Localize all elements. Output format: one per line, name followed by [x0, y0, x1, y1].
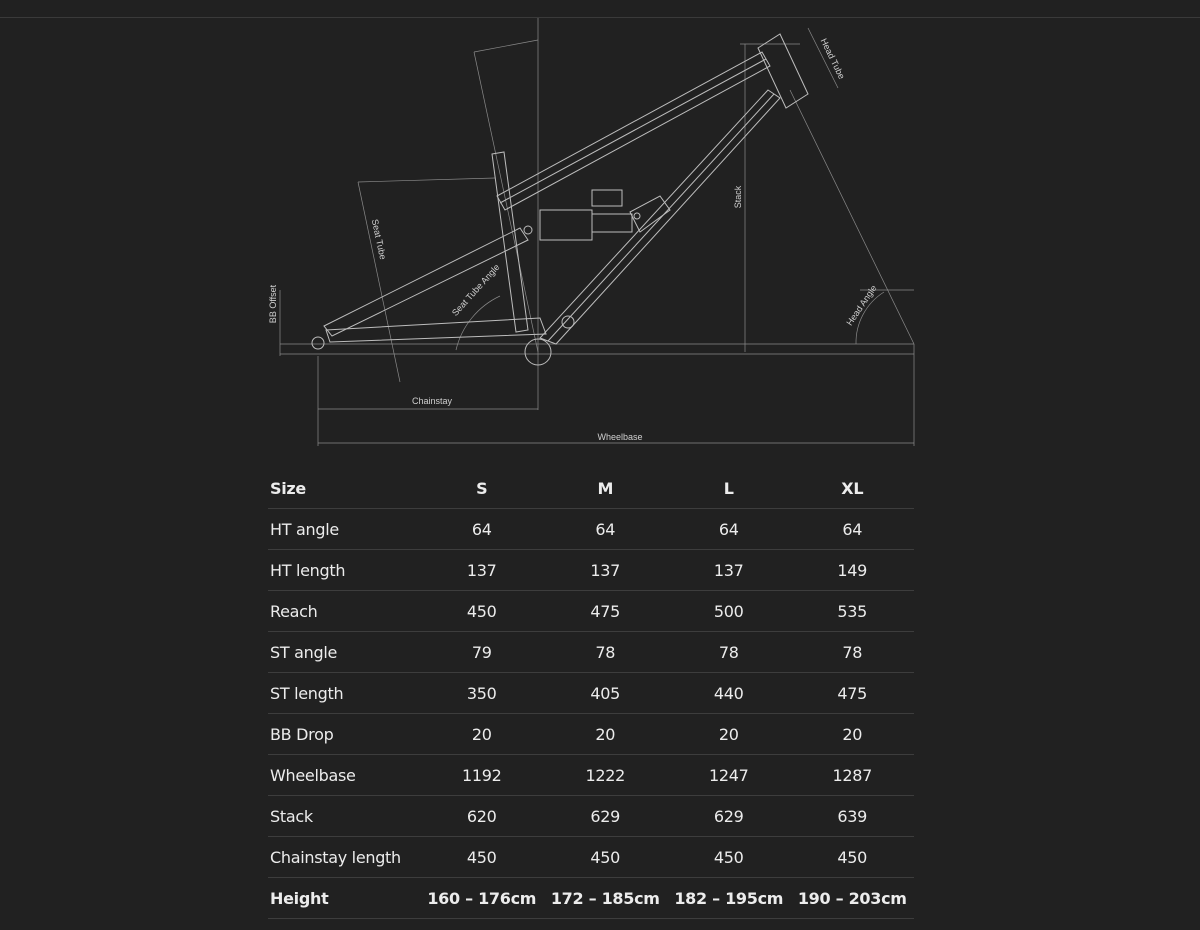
cell-value: 1287 — [791, 755, 915, 796]
rocker-pivot — [634, 213, 640, 219]
row-label: Height — [268, 878, 420, 919]
row-label: BB Drop — [268, 714, 420, 755]
row-label: HT angle — [268, 509, 420, 550]
seat-tube-dim-line — [358, 182, 400, 382]
size-s-header: S — [420, 468, 544, 509]
cell-value: 149 — [791, 550, 915, 591]
cell-value: 137 — [667, 550, 791, 591]
cell-value: 450 — [420, 837, 544, 878]
seat-tube — [492, 152, 528, 332]
down-tube-edge — [548, 94, 774, 341]
cell-value: 475 — [791, 673, 915, 714]
wheelbase-label: Wheelbase — [597, 432, 643, 442]
seat-tube-label: Seat Tube — [369, 218, 389, 261]
head-tube-label: Head Tube — [818, 36, 847, 81]
cell-value: 405 — [544, 673, 668, 714]
table-row — [268, 632, 914, 673]
cell-value: 64 — [667, 509, 791, 550]
table-row — [268, 673, 914, 714]
table-row — [268, 714, 914, 755]
top-tube-edge — [500, 59, 766, 203]
seat-tube-extension — [474, 52, 538, 352]
size-l-header: L — [667, 468, 791, 509]
cell-value: 20 — [420, 714, 544, 755]
seat-top-guide — [474, 40, 538, 52]
table-row — [268, 591, 914, 632]
cell-value: 440 — [667, 673, 791, 714]
geometry-table — [268, 468, 914, 919]
cell-value: 450 — [544, 837, 668, 878]
row-label: Stack — [268, 796, 420, 837]
cell-value: 1247 — [667, 755, 791, 796]
cell-value: 20 — [544, 714, 668, 755]
chainstay-label: Chainstay — [411, 396, 453, 406]
stack-label: Stack — [733, 185, 743, 209]
cell-value: 1192 — [420, 755, 544, 796]
head-angle-label: Head Angle — [844, 283, 879, 328]
cell-value: 64 — [791, 509, 915, 550]
cell-value: 64 — [420, 509, 544, 550]
cell-value: 78 — [791, 632, 915, 673]
cell-value: 78 — [667, 632, 791, 673]
cell-value: 20 — [791, 714, 915, 755]
size-xl-header: XL — [791, 468, 915, 509]
height-row — [268, 878, 914, 919]
cell-value: 78 — [544, 632, 668, 673]
size-header: Size — [268, 468, 420, 509]
row-label: Wheelbase — [268, 755, 420, 796]
cell-value: 475 — [544, 591, 668, 632]
cell-value: 1222 — [544, 755, 668, 796]
cell-value: 172 – 185cm — [544, 878, 668, 919]
seat-tube-dim-top — [358, 178, 495, 182]
cell-value: 639 — [791, 796, 915, 837]
row-label: ST length — [268, 673, 420, 714]
cell-value: 190 – 203cm — [791, 878, 915, 919]
upper-pivot — [524, 226, 532, 234]
head-axis-guide — [790, 90, 914, 344]
size-m-header: M — [544, 468, 668, 509]
bb-offset-label: BB Offset — [268, 284, 278, 324]
cell-value: 20 — [667, 714, 791, 755]
cell-value: 629 — [667, 796, 791, 837]
cell-value: 450 — [667, 837, 791, 878]
table-row — [268, 509, 914, 550]
cell-value: 137 — [420, 550, 544, 591]
frame-geometry-diagram — [0, 0, 1200, 460]
table-row — [268, 755, 914, 796]
cell-value: 629 — [544, 796, 668, 837]
cell-value: 535 — [791, 591, 915, 632]
row-label: Reach — [268, 591, 420, 632]
shock-shaft — [592, 214, 632, 232]
shock-body — [540, 210, 592, 240]
cell-value: 350 — [420, 673, 544, 714]
rocker-link — [630, 196, 670, 232]
shock-reservoir — [592, 190, 622, 206]
table-row — [268, 796, 914, 837]
cell-value: 450 — [420, 591, 544, 632]
cell-value: 160 – 176cm — [420, 878, 544, 919]
cell-value: 79 — [420, 632, 544, 673]
cell-value: 182 – 195cm — [667, 878, 791, 919]
rear-axle — [312, 337, 324, 349]
chainstay — [326, 318, 546, 342]
seat-tube-angle-label: Seat Tube Angle — [449, 262, 502, 318]
row-label: ST angle — [268, 632, 420, 673]
cell-value: 620 — [420, 796, 544, 837]
head-tube — [758, 34, 808, 108]
table-header-row — [268, 468, 914, 509]
seatstay — [324, 228, 528, 336]
row-label: HT length — [268, 550, 420, 591]
cell-value: 500 — [667, 591, 791, 632]
table-row — [268, 550, 914, 591]
cell-value: 64 — [544, 509, 668, 550]
cell-value: 450 — [791, 837, 915, 878]
cell-value: 137 — [544, 550, 668, 591]
row-label: Chainstay length — [268, 837, 420, 878]
table-row — [268, 837, 914, 878]
main-pivot — [562, 316, 574, 328]
